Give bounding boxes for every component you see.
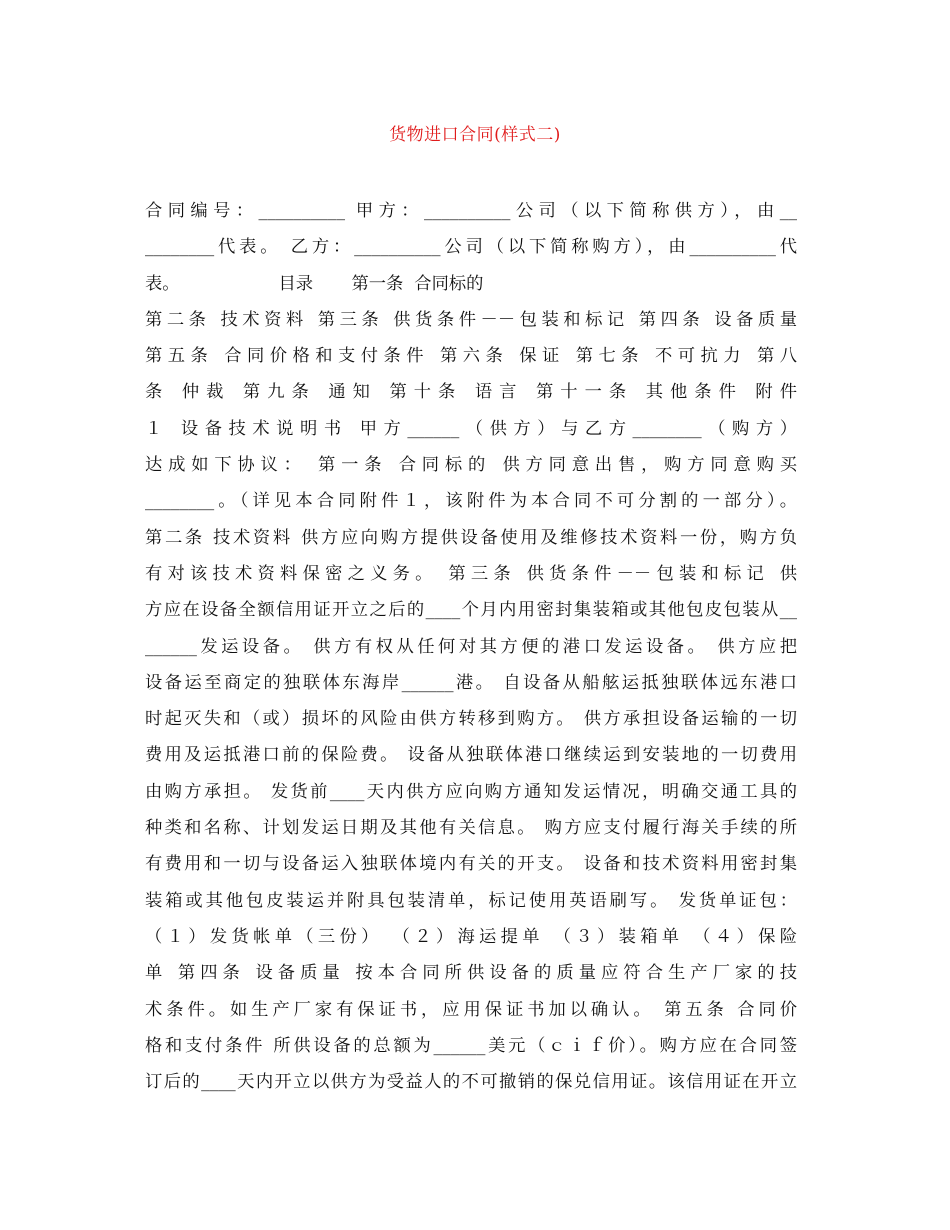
body-line: 订后的____天内开立以供方为受益人的不可撤销的保兑信用证。该信用证在开立 <box>145 1072 797 1093</box>
body-line: 达成如下协议： 第一条 合同标的 供方同意出售，购方同意购买 <box>145 455 797 476</box>
body-line: 设备运至商定的独联体东海岸______港。 自设备从船舷运抵独联体远东港口 <box>145 672 797 693</box>
body-line: 术条件。如生产厂家有保证书，应用保证书加以确认。 第五条 合同价 <box>145 999 797 1020</box>
body-line: ________。（详见本合同附件１，该附件为本合同不可分割的一部分）。 <box>145 491 797 512</box>
body-line: （１）发货帐单（三份） （２）海运提单 （３）装箱单 （４）保险 <box>145 926 797 947</box>
body-line: 方应在设备全额信用证开立之后的____个月内用密封集装箱或其他包皮包装从__ <box>145 600 797 621</box>
body-line: 种类和名称、计划发运日期及其他有关信息。 购方应支付履行海关手续的所 <box>145 818 797 839</box>
body-line: 第五条 合同价格和支付条件 第六条 保证 第七条 不可抗力 第八 <box>145 346 797 367</box>
body-line: ______发运设备。 供方有权从任何对其方便的港口发运设备。 供方应把 <box>145 636 797 657</box>
body-line: 由购方承担。 发货前____天内供方应向购方通知发运情况，明确交通工具的 <box>145 781 797 802</box>
body-line: 费用及运抵港口前的保险费。 设备从独联体港口继续运到安装地的一切费用 <box>145 745 797 766</box>
document-title: 货物进口合同(样式二) <box>389 125 561 145</box>
body-line: 第二条 技术资料 第三条 供货条件－－包装和标记 第四条 设备质量 <box>145 309 797 330</box>
body-line: １ 设备技术说明书 甲方______（供方）与乙方________（购方） <box>145 418 797 439</box>
body-line: 有对该技术资料保密之义务。 第三条 供货条件－－包装和标记 供 <box>145 563 797 584</box>
body-line: 格和支付条件 所供设备的总额为______美元（ｃｉｆ价）。购方应在合同签 <box>145 1035 797 1056</box>
body-line: ________代表。 乙方：__________公司（以下简称购方），由__________代 <box>145 237 797 258</box>
body-line: 有费用和一切与设备运入独联体境内有关的开支。 设备和技术资料用密封集 <box>145 854 797 875</box>
body-line: 第二条 技术资料 供方应向购方提供设备使用及维修技术资料一份，购方负 <box>145 527 797 548</box>
body-line: 装箱或其他包皮装运并附具包装清单，标记使用英语刷写。 发货单证包： <box>145 890 797 911</box>
body-line: 条 仲裁 第九条 通知 第十条 语言 第十一条 其他条件 附件 <box>145 382 797 403</box>
document-body <box>145 193 797 1100</box>
body-line: 表。 目录 第一条 合同标的 <box>145 273 484 294</box>
body-line: 单 第四条 设备质量 按本合同所供设备的质量应符合生产厂家的技 <box>145 963 797 984</box>
body-line: 时起灭失和（或）损坏的风险由供方转移到购方。 供方承担设备运输的一切 <box>145 709 797 730</box>
body-line: 合同编号：__________ 甲方：__________公司（以下简称供方），由__ <box>145 201 797 221</box>
